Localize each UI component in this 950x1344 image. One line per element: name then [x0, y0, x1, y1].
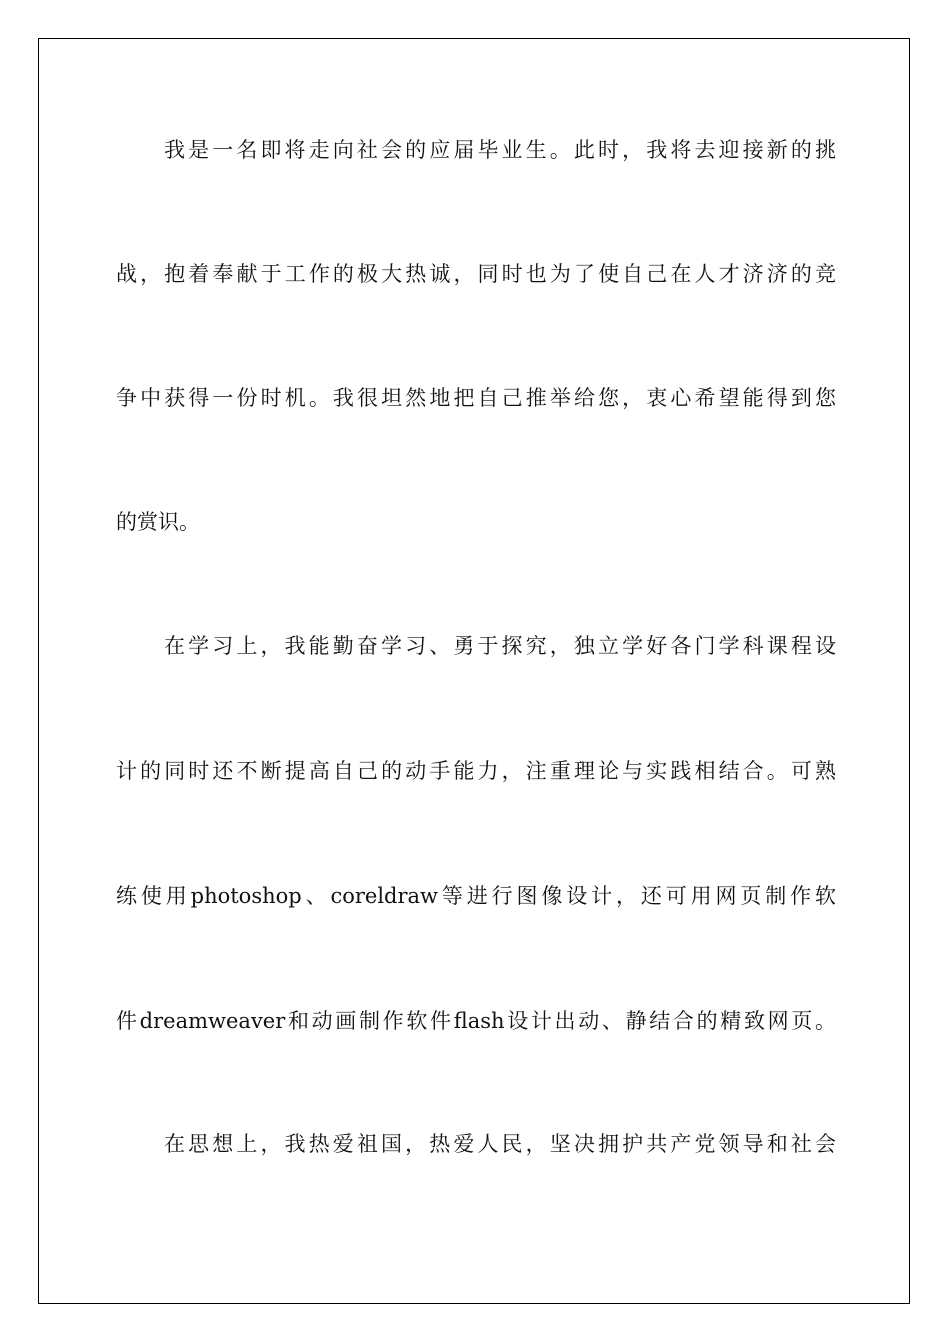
- paragraph-1-line-4: 的赏识。: [116, 510, 200, 534]
- page-border: [38, 38, 910, 1304]
- paragraph-2-line-1: 在学习上，我能勤奋学习、勇于探究，独立学好各门学科课程设: [164, 634, 836, 658]
- paragraph-3-line-1: 在思想上，我热爱祖国，热爱人民，坚决拥护共产党领导和社会: [164, 1132, 836, 1156]
- paragraph-1-line-1: 我是一名即将走向社会的应届毕业生。此时，我将去迎接新的挑: [164, 138, 836, 162]
- paragraph-1-line-2: 战，抱着奉献于工作的极大热诚，同时也为了使自己在人才济济的竞: [116, 262, 836, 286]
- paragraph-2-line-2: 计的同时还不断提高自己的动手能力，注重理论与实践相结合。可熟: [116, 759, 836, 783]
- paragraph-1-line-3: 争中获得一份时机。我很坦然地把自己推举给您，衷心希望能得到您: [116, 386, 836, 410]
- paragraph-2-line-4: 件dreamweaver和动画制作软件flash设计出动、静结合的精致网页。: [116, 1009, 836, 1033]
- paragraph-2-line-3: 练使用photoshop、coreldraw等进行图像设计，还可用网页制作软: [116, 884, 836, 908]
